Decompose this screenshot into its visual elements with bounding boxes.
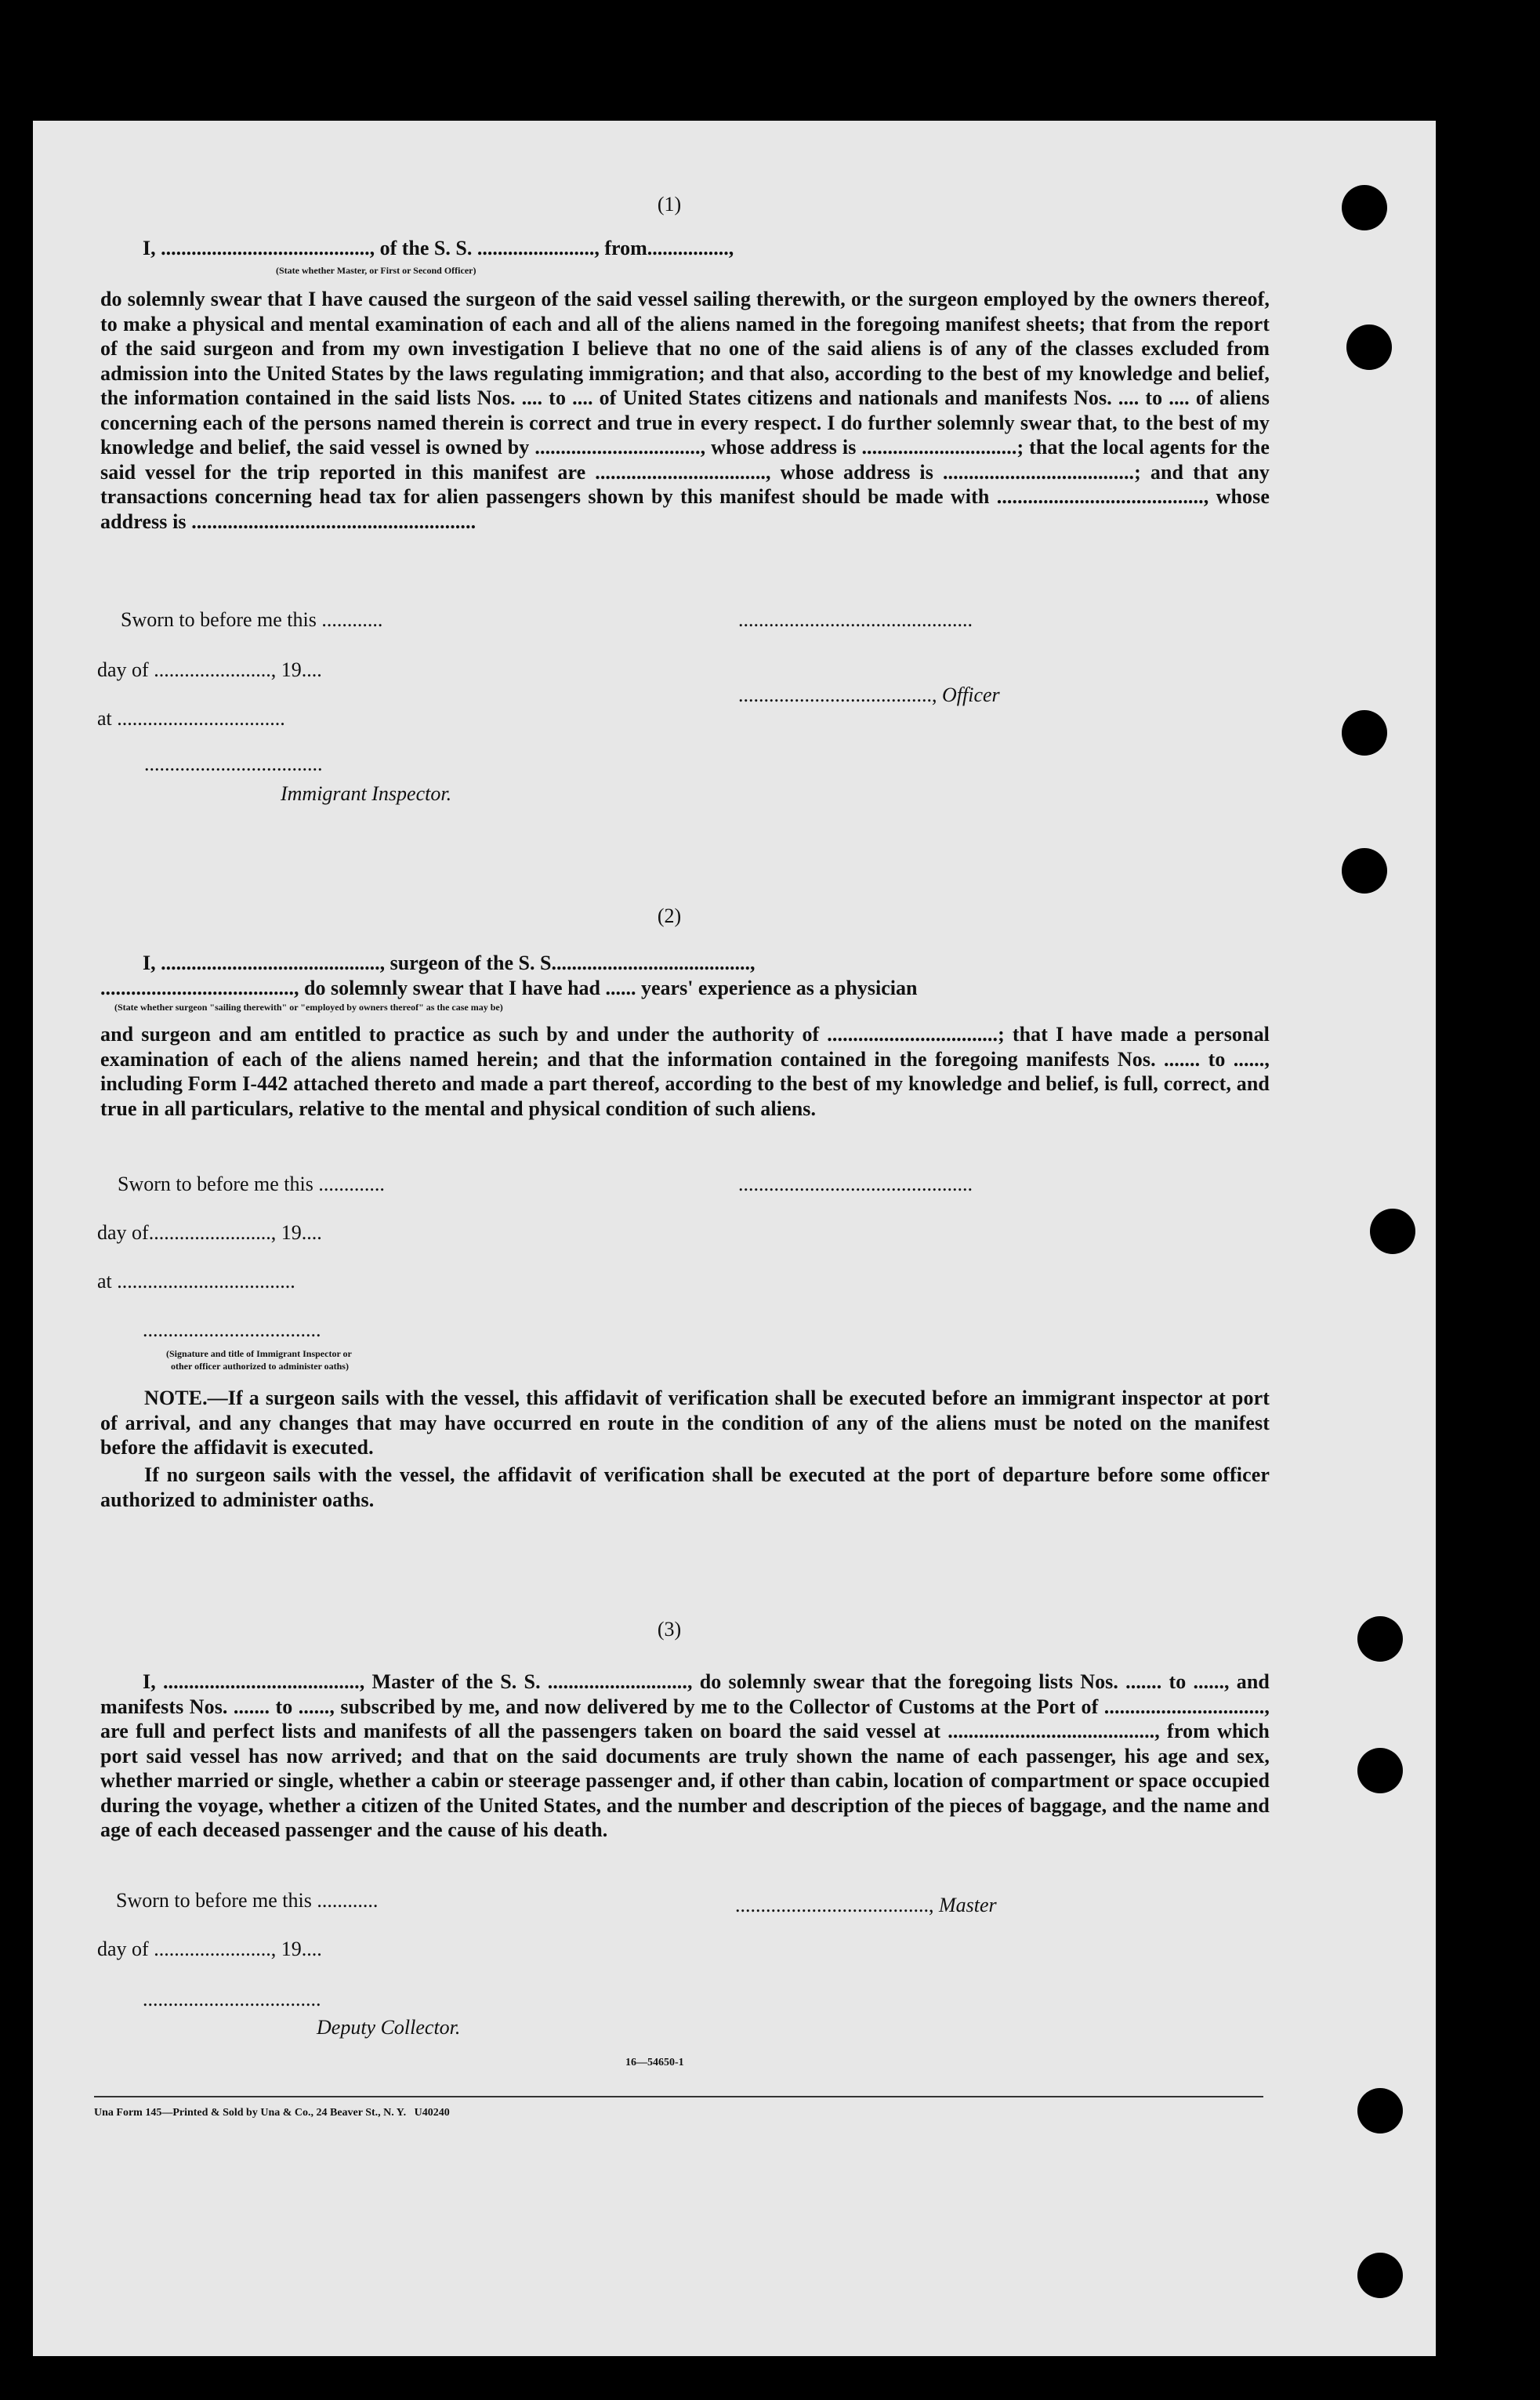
section-2-signature-note-1: (Signature and title of Immigrant Inspector or xyxy=(166,1348,352,1359)
section-2-second-line: ......................................, do solemnly swear that I have had ...... years' experience as a physician xyxy=(100,977,918,999)
punch-hole xyxy=(1357,2253,1403,2298)
officer-label: Officer xyxy=(942,683,1000,706)
section-1-first-line: I, ........................................., of the S. S. ......................., from................, xyxy=(143,237,734,259)
section-2-note-2: If no surgeon sails with the vessel, the affidavit of verification shall be executed at the port of departure before some officer authorized to administer oaths. xyxy=(100,1463,1270,1511)
section-1-body: do solemnly swear that I have caused the surgeon of the said vessel sailing therewith, or the surgeon employed by the owners thereof, to make a physical and mental examination of each and all of the aliens named in the foregoing manifest sheets; that from the report of the said surgeon and from my own investigation I believe that no one of the said aliens is of any of the classes excluded from admission into the United States by the laws regulating immigration; and that also, according to the best of my knowledge and belief, the information contained in the said lists Nos. .... to .... of United States citizens and nationals and manifests Nos. .... to .... of aliens concerning each of the persons named therein is correct and true in every respect. I do further solemnly swear that, to the best of my knowledge and belief, the said vessel is owned by ................................, whose address is ..............................; that the local agents for the said vessel for the trip reported in this manifest are ................................., whose address is .....................................; and that any transactions concerning head tax for alien passengers shown by this manifest should be made with ........................................, whose address is ....................................................... xyxy=(100,288,1270,533)
section-1-number: (1) xyxy=(657,193,682,216)
master-label: Master xyxy=(939,1894,997,1916)
section-1-signature-title: Immigrant Inspector. xyxy=(281,782,452,805)
section-2-day: day of........................, 19.... xyxy=(97,1221,322,1244)
punch-hole xyxy=(1370,1209,1415,1254)
section-2-sworn: Sworn to before me this ............. xyxy=(118,1173,385,1195)
section-1-right-signature-line: .............................................. xyxy=(738,608,973,631)
section-1-sub-caption: (State whether Master, or First or Second Officer) xyxy=(276,265,476,276)
printer-footer: Una Form 145—Printed & Sold by Una & Co., 24 Beaver St., N. Y. U40240 xyxy=(94,2107,450,2119)
section-2-number: (2) xyxy=(657,905,682,927)
footer-rule xyxy=(94,2096,1263,2097)
punch-hole xyxy=(1357,1748,1403,1793)
punch-hole xyxy=(1357,1616,1403,1662)
section-2-first-line: I, ..........................................., surgeon of the S. S......................................., xyxy=(143,952,756,974)
section-3-signature-title: Deputy Collector. xyxy=(317,2016,461,2039)
section-1-day: day of ......................., 19.... xyxy=(97,658,322,681)
section-3-sworn: Sworn to before me this ............ xyxy=(116,1889,379,1912)
punch-hole xyxy=(1342,185,1387,230)
section-3-master-line: ......................................, Master xyxy=(735,1894,997,1916)
section-2-body: and surgeon and am entitled to practice as such by and under the authority of .................................; that I have made a personal examination of each of the aliens named herein; and that the information contained in the foregoing manifests Nos. ....... to ......, including Form I-442 attached thereto and made a part thereof, according to the best of my knowledge and belief, is full, correct, and true in all particulars, relative to the mental and physical condition of such aliens. xyxy=(100,1023,1270,1120)
punch-hole xyxy=(1342,848,1387,894)
punch-hole xyxy=(1342,710,1387,756)
section-3-body: I, ......................................, Master of the S. S. ..........................., do solemnly swear that the foregoing lists Nos. ....... to ......, and manifests Nos. ....... to ......, subscribed by me, and now delivered by me to the Collector of Customs at the Port of ..............................., are full and perfect lists and manifests of all the passengers taken on board the said vessel at ........................................, from which port said vessel has now arrived; and that on the said documents are truly shown the name of each passenger, his age and sex, whether married or single, whether a cabin or steerage passenger and, if other than cabin, location of compartment or space occupied during the voyage, whether a citizen of the United States, and the number and description of the pieces of baggage, and the name and age of each deceased passenger and the cause of his death. xyxy=(100,1670,1270,1841)
section-3-number: (3) xyxy=(657,1618,682,1640)
section-2-at: at ................................... xyxy=(97,1270,295,1292)
section-1-officer-line: ......................................, Officer xyxy=(738,683,1000,706)
section-1-at: at ................................. xyxy=(97,707,285,730)
punch-hole xyxy=(1346,324,1392,370)
section-2-right-signature-line: .............................................. xyxy=(738,1173,973,1195)
section-2-note-1: NOTE.—If a surgeon sails with the vessel, this affidavit of verification shall be executed before an immigrant inspector at port of arrival, and any changes that may have occurred en route in the condition of any of the aliens must be noted on the manifest before the affidavit is executed. xyxy=(100,1387,1270,1459)
section-2-signature-line: ................................... xyxy=(143,1318,321,1341)
section-2-sub-caption: (State whether surgeon "sailing therewith" or "employed by owners thereof" as the case may be) xyxy=(114,1002,503,1013)
form-number: 16—54650-1 xyxy=(625,2057,684,2068)
section-3-signature-line: ................................... xyxy=(143,1988,321,2010)
section-1-sworn: Sworn to before me this ............ xyxy=(121,608,383,631)
punch-hole xyxy=(1357,2088,1403,2134)
section-3-day: day of ......................., 19.... xyxy=(97,1938,322,1960)
section-2-signature-note-2: other officer authorized to administer oaths) xyxy=(171,1361,349,1372)
section-1-signature-line: ................................... xyxy=(144,752,323,775)
manifest-affidavit-page xyxy=(33,121,1436,2356)
